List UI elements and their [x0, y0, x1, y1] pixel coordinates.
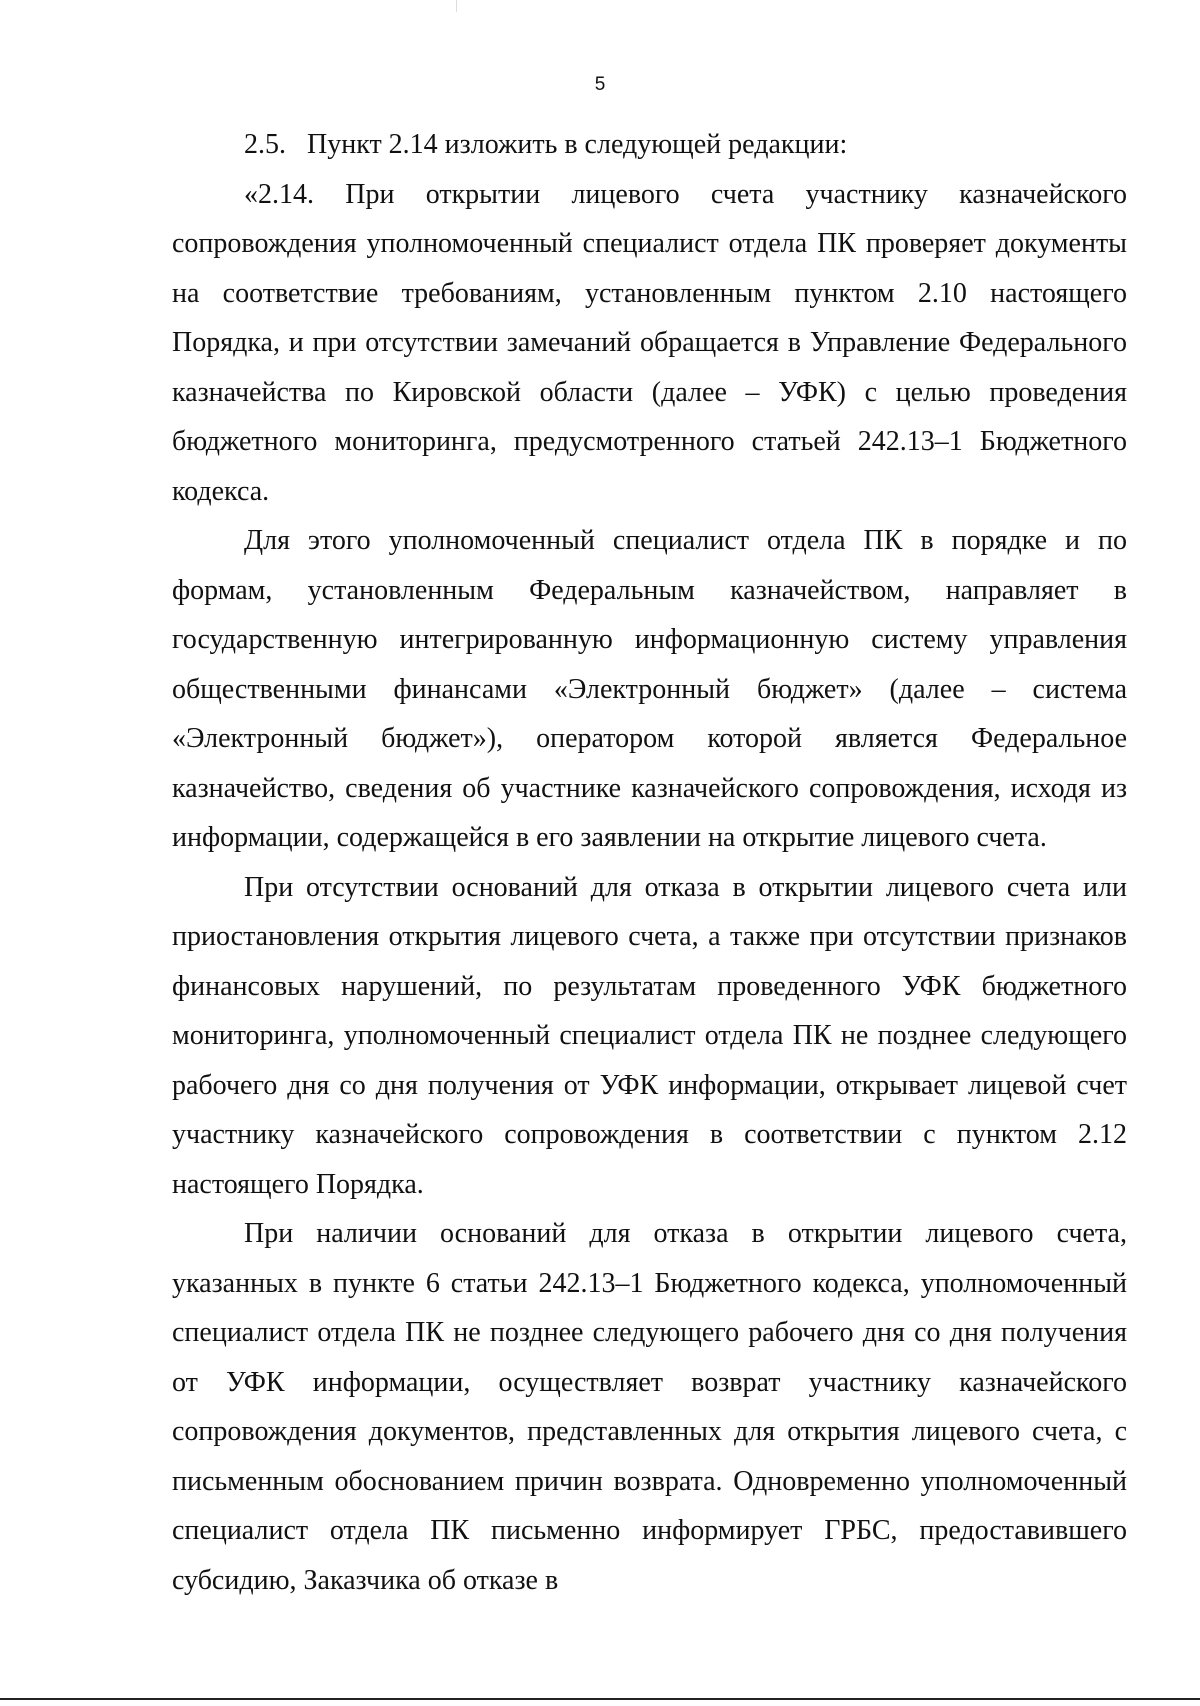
document-body [172, 120, 1127, 1605]
scan-mark [456, 0, 457, 12]
page-bottom-edge [0, 1698, 1200, 1700]
paragraph-electronic-budget: Для этого уполномоченный специалист отдела ПК в порядке и по формам, установленным Федеральным казначейством, направляет в государственную интегрированную информационную систему управления общественными финансами «Электронный бюджет» (далее – система «Электронный бюджет»), оператором которой является Федеральное казначейство, сведения об участнике казначейского сопровождения, исходя из информации, содержащейся в его заявлении на открытие лицевого счета. [172, 525, 1127, 853]
page-number: 5 [594, 74, 606, 95]
paragraph-grounds-for-refusal: При наличии оснований для отказа в открытии лицевого счета, указанных в пункте 6 статьи 242.13–1 Бюджетного кодекса, уполномоченный специалист отдела ПК не позднее следующего рабочего дня со дня получения от УФК информации, осуществляет возврат участнику казначейского сопровождения документов, представленных для открытия лицевого счета, с письменным обоснованием причин возврата. Одновременно уполномоченный специалист отдела ПК письменно информирует ГРБС, предоставившего субсидию, Заказчика об отказе в [172, 1218, 1127, 1596]
paragraph-2-14-opening: «2.14. При открытии лицевого счета участнику казначейского сопровождения уполномоченный специалист отдела ПК проверяет документы на соответствие требованиям, установленным пунктом 2.10 настоящего Порядка, и при отсутствии замечаний обращается в Управление Федерального казначейства по Кировской области (далее – УФК) с целью проведения бюджетного мониторинга, предусмотренного статьей 242.13–1 Бюджетного кодекса. [172, 178, 1127, 507]
paragraph-amendment-heading: 2.5. Пункт 2.14 изложить в следующей редакции: [244, 129, 848, 160]
paragraph-no-grounds-for-refusal: При отсутствии оснований для отказа в открытии лицевого счета или приостановления открытия лицевого счета, а также при отсутствии признаков финансовых нарушений, по результатам проведенного УФК бюджетного мониторинга, уполномоченный специалист отдела ПК не позднее следующего рабочего дня со дня получения от УФК информации, открывает лицевой счет участнику казначейского сопровождения в соответствии с пунктом 2.12 настоящего Порядка. [172, 871, 1127, 1200]
